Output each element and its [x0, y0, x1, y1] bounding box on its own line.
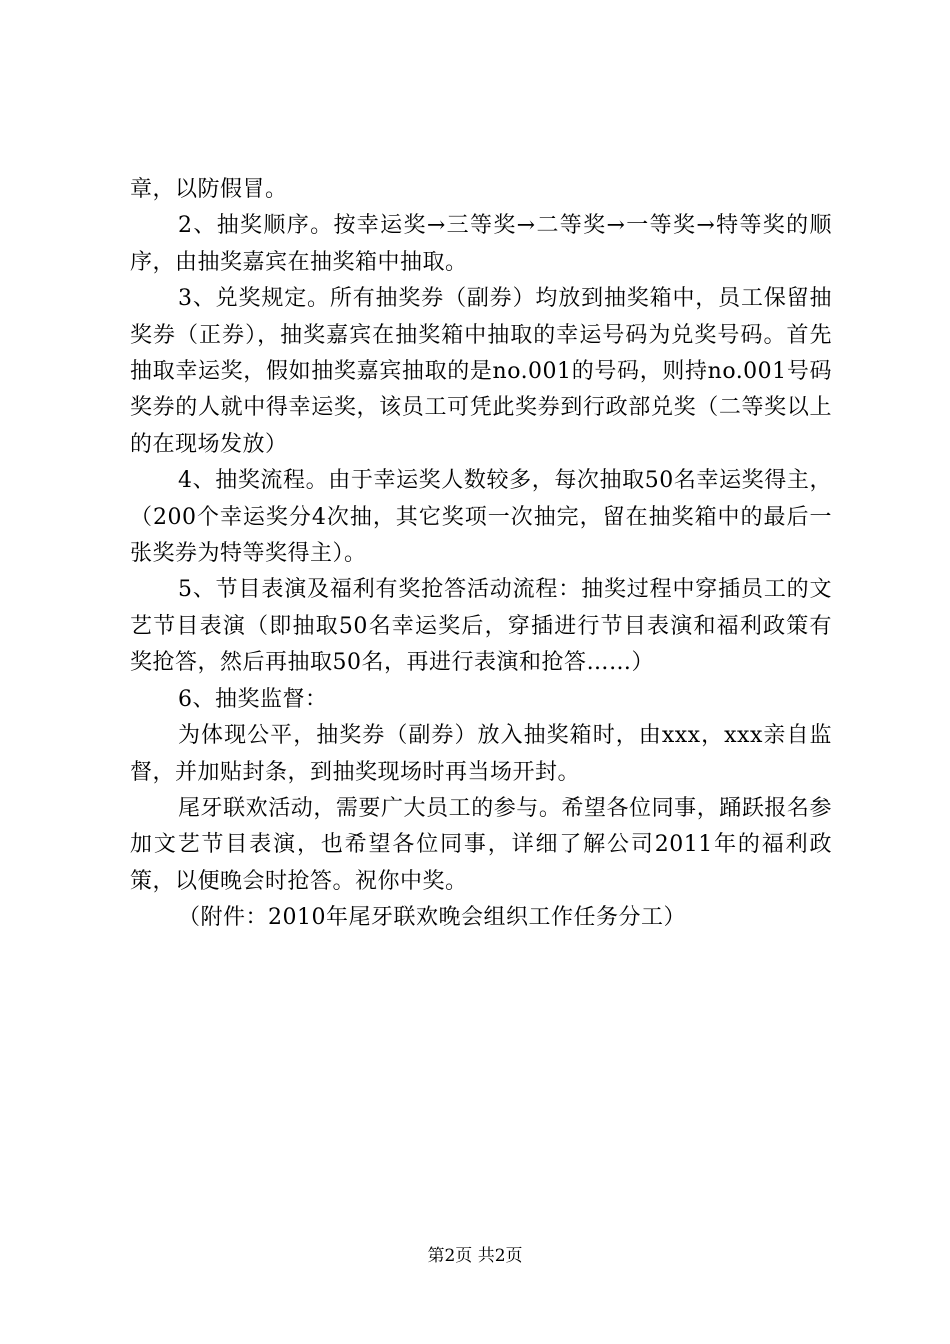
- paragraph-supervision-detail: 为体现公平，抽奖券（副券）放入抽奖箱时，由xxx，xxx亲自监督，并加贴封条，到抽奖现场时再当场开封。: [130, 723, 832, 785]
- paragraph-draw-process: 4、抽奖流程。由于幸运奖人数较多，每次抽取50名幸运奖得主，（200个幸运奖分4次抽，其它奖项一次抽完，留在抽奖箱中的最后一张奖券为特等奖得主）。: [130, 468, 832, 567]
- paragraph-performance-flow: 5、节目表演及福利有奖抢答活动流程：抽奖过程中穿插员工的文艺节目表演（即抽取50名幸运奖后，穿插进行节目表演和福利政策有奖抢答，然后再抽取50名，再进行表演和抢答……）: [130, 577, 832, 676]
- paragraph-attachment: （附件：2010年尾牙联欢晚会组织工作任务分工）: [178, 905, 686, 931]
- paragraph-draw-order: 2、抽奖顺序。按幸运奖→三等奖→二等奖→一等奖→特等奖的顺序，由抽奖嘉宾在抽奖箱中抽取。: [130, 213, 832, 275]
- paragraph-continuation: 章，以防假冒。: [130, 177, 288, 202]
- paragraph-supervision-heading: 6、抽奖监督：: [178, 686, 328, 712]
- document-body: [130, 172, 832, 937]
- paragraph-redemption-rules: 3、兑奖规定。所有抽奖券（副券）均放到抽奖箱中，员工保留抽奖券（正券），抽奖嘉宾在抽奖箱中抽取的幸运号码为兑奖号码。首先抽取幸运奖，假如抽奖嘉宾抽取的是no.001的号码，则持no.001号码奖券的人就中得幸运奖，该员工可凭此奖券到行政部兑奖（二等奖以上的在现场发放）: [130, 286, 832, 457]
- page-number-footer: 第2页 共2页: [427, 1246, 523, 1266]
- paragraph-closing: 尾牙联欢活动，需要广大员工的参与。希望各位同事，踊跃报名参加文艺节目表演，也希望各位同事，详细了解公司2011年的福利政策，以便晚会时抢答。祝你中奖。: [130, 795, 832, 894]
